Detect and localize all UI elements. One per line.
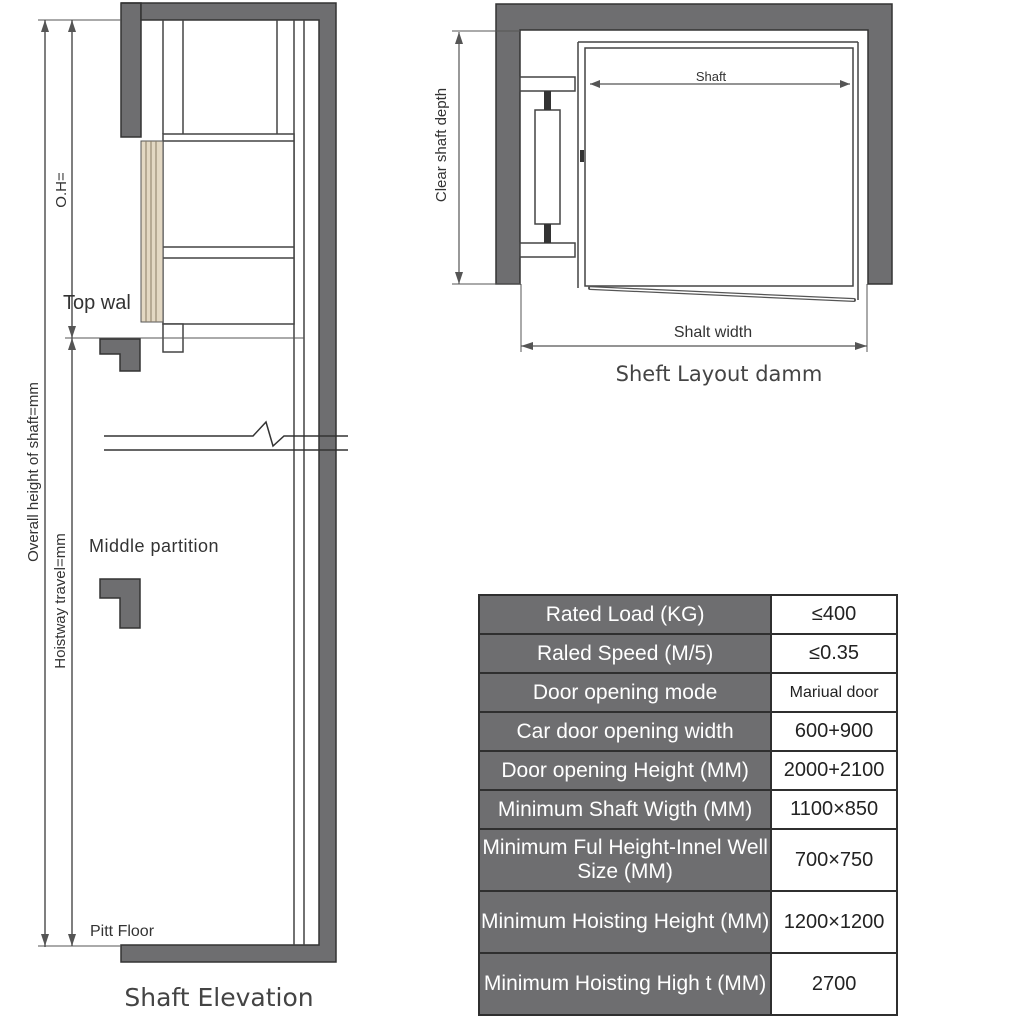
top-landing-bracket [100, 339, 140, 371]
spec-value: 1200×1200 [771, 891, 897, 953]
table-row [479, 595, 897, 634]
arrow-oh-top [68, 20, 76, 32]
spec-label: Door opening mode [479, 673, 771, 712]
spec-label: Minimum Ful Height-Innel Well Size (MM) [479, 829, 771, 891]
width-arrow-left [521, 342, 533, 350]
arrow-overall-top [41, 20, 49, 32]
spec-label: Minimum Hoisting Height (MM) [479, 891, 771, 953]
shaft-label: Shaft [695, 69, 727, 84]
width-arrow-right [855, 342, 867, 350]
depth-label: Clear shaft depth [433, 87, 450, 203]
top-wall-label: Top wal [63, 292, 131, 314]
table-row [479, 790, 897, 829]
spec-value: 700×750 [771, 829, 897, 891]
spec-value: 1100×850 [771, 790, 897, 829]
spec-value: ≤0.35 [771, 634, 897, 673]
shaft-layout-plan [433, 4, 892, 386]
spec-value: ≤400 [771, 595, 897, 634]
table-row [479, 712, 897, 751]
arrow-oh-bottom [68, 326, 76, 338]
table-row [479, 953, 897, 1015]
spec-value: 2000+2100 [771, 751, 897, 790]
shaft-elevation [25, 3, 348, 1012]
rail-connector-top [544, 91, 551, 110]
table-row [479, 634, 897, 673]
spec-label: Rated Load (KG) [479, 595, 771, 634]
arrow-travel-bottom [68, 934, 76, 946]
depth-arrow-top [455, 32, 463, 44]
hoistway-travel-label: Hoistway travel=mm [52, 533, 69, 669]
width-label: Shalt width [673, 324, 753, 341]
middle-partition-label: Middle partition [89, 536, 220, 556]
pit-floor-label: Pitt Floor [90, 923, 155, 940]
rail-connector-bottom [544, 224, 551, 243]
rail-bracket-bottom [520, 243, 575, 257]
spec-value: 600+900 [771, 712, 897, 751]
guide-rail-column [535, 110, 560, 224]
arrow-overall-bottom [41, 934, 49, 946]
table-row [479, 673, 897, 712]
spec-value: 2700 [771, 953, 897, 1015]
car-door [141, 141, 163, 322]
door-swing-inner [590, 288, 854, 300]
oh-label: O.H= [53, 172, 70, 208]
table-row [479, 829, 897, 891]
rail-bracket-top [520, 77, 575, 91]
table-row [479, 751, 897, 790]
overall-height-label: Overall height of shaft=mm [25, 382, 42, 562]
layout-caption: Sheft Layout damm [615, 362, 823, 386]
table-row [479, 891, 897, 953]
depth-arrow-bottom [455, 272, 463, 284]
spec-label: Raled Speed (M/5) [479, 634, 771, 673]
middle-landing-bracket [100, 579, 140, 628]
door-handle [580, 150, 584, 162]
spec-label: Car door opening width [479, 712, 771, 751]
elevator-car [163, 134, 294, 324]
spec-label: Minimum Shaft Wigth (MM) [479, 790, 771, 829]
spec-value: Mariual door [771, 673, 897, 712]
specifications-table [478, 594, 898, 1016]
spec-label: Minimum Hoisting High t (MM) [479, 953, 771, 1015]
elevation-caption: Shaft Elevation [124, 983, 314, 1012]
spec-label: Door opening Height (MM) [479, 751, 771, 790]
break-line-top [104, 422, 348, 446]
arrow-travel-top [68, 338, 76, 350]
top-left-wall [121, 3, 141, 137]
